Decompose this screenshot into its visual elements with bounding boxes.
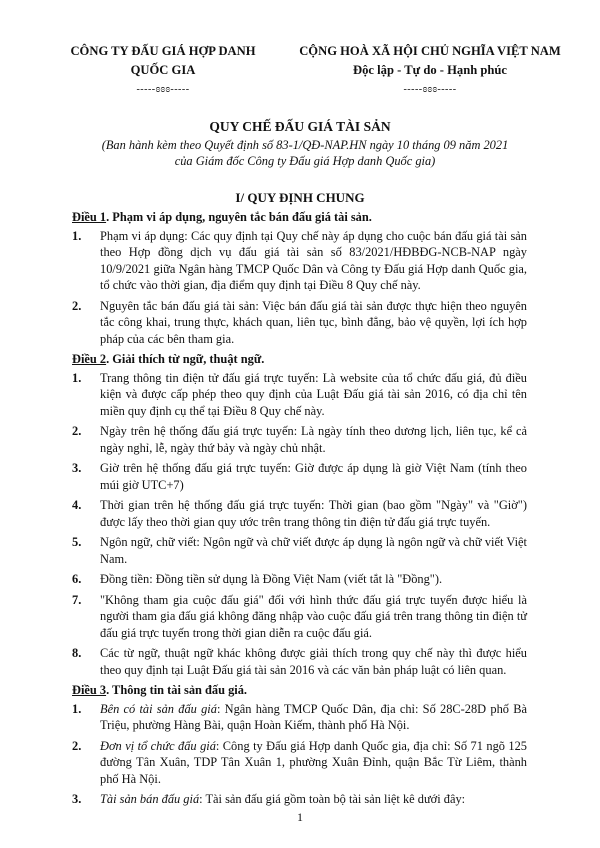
list-item <box>72 571 527 588</box>
item-text: "Không tham gia cuộc đấu giá" đối với hình thức đấu giá trực tuyến được hiểu là người tham gia đấu giá không đăng nhập vào cuộc đấu giá trên trang thông tin điện tử đấu giá trực tuyến trong thời gian diễn ra cuộc đấu giá. <box>100 592 527 640</box>
item-description: : Ngân hàng TMCP Quốc Dân, địa chỉ: Số 28C-28D phố Bà Triệu, phường Hàng Bài, quận Hoàn Kiếm, thành phố Hà Nội. <box>100 701 527 732</box>
item-number: 1. <box>72 370 82 385</box>
nation-name: CỘNG HOÀ XÃ HỘI CHỦ NGHĨA VIỆT NAM <box>299 44 561 58</box>
item-number: 7. <box>72 592 82 607</box>
item-number: 6. <box>72 572 82 586</box>
ornament-divider: -----ɞɞɞ----- <box>136 84 190 95</box>
ornament-divider: -----ɞɞɞ----- <box>403 84 457 95</box>
list-item <box>72 228 527 294</box>
organization-header <box>58 42 268 99</box>
item-term: Tài sản bán đấu giá <box>100 792 200 806</box>
document-title: QUY CHẾ ĐẤU GIÁ TÀI SẢN <box>209 119 391 134</box>
list-item <box>72 738 527 788</box>
article-heading <box>72 682 527 699</box>
item-text <box>100 701 527 734</box>
item-description: : Tài sản đấu giá gồm toàn bộ tài sản liệt kê dưới đây: <box>199 792 466 806</box>
nation-motto: Độc lập - Tự do - Hạnh phúc <box>353 63 507 77</box>
list-item <box>72 370 527 420</box>
article-title: . Phạm vi áp dụng, nguyên tắc bán đấu giá tài sản. <box>106 210 372 224</box>
item-number: 3. <box>72 792 82 806</box>
page-number: 1 <box>297 810 303 824</box>
org-name-line1: CÔNG TY ĐẤU GIÁ HỢP DANH <box>70 44 256 58</box>
list-item <box>72 592 527 642</box>
article-heading <box>72 351 527 368</box>
item-term: Đơn vị tổ chức đấu giá <box>100 738 216 753</box>
list-item <box>72 423 527 456</box>
article-title: . Thông tin tài sản đấu giá. <box>106 683 248 697</box>
list-item <box>72 497 527 530</box>
article-label: Điều 3 <box>72 683 107 697</box>
item-number: 1. <box>72 701 82 716</box>
item-number: 5. <box>72 535 82 549</box>
article-label: Điều 2 <box>72 352 107 366</box>
item-text <box>100 791 527 808</box>
document-body <box>72 209 527 812</box>
item-number: 2. <box>72 424 82 438</box>
item-text: Các từ ngữ, thuật ngữ khác không được giải thích trong quy chế này thì được hiểu theo quy định tại Luật Đấu giá tài sản 2016 và các văn bản pháp luật có liên quan. <box>100 646 527 677</box>
item-number: 2. <box>72 738 82 753</box>
item-number: 4. <box>72 498 82 512</box>
item-text: Giờ trên hệ thống đấu giá trực tuyến: Giờ được áp dụng là giờ Việt Nam (tính theo múi giờ UTC+7) <box>100 461 527 492</box>
list-item <box>72 298 527 348</box>
list-item <box>72 791 527 808</box>
item-text: Trang thông tin điện tử đấu giá trực tuyến: Là website của tổ chức đấu giá, đủ điều kiện và được cấp phép theo quy định của Luật Đấu giá tài sản 2016, có địa chỉ tên miền quy định cụ thể tại Điều 8 Quy chế này. <box>100 370 527 418</box>
article-title: . Giải thích từ ngữ, thuật ngữ. <box>106 352 265 366</box>
item-text: Thời gian trên hệ thống đấu giá trực tuyến: Thời gian (bao gồm "Ngày" và "Giờ") được lấy theo thời gian quy ước trên trang thông tin điện tử đấu giá trực tuyến. <box>100 498 527 529</box>
section-title: I/ QUY ĐỊNH CHUNG <box>235 190 365 205</box>
item-text: Ngôn ngữ, chữ viết: Ngôn ngữ và chữ viết được áp dụng là ngôn ngữ và chữ viết Việt Nam. <box>100 535 527 566</box>
article-label: Điều 1 <box>72 210 107 224</box>
item-number: 2. <box>72 298 82 313</box>
subtitle-line: (Ban hành kèm theo Quyết định số 83-1/QĐ-NAP.HN ngày 10 tháng 09 năm 2021 <box>101 138 509 152</box>
nation-header <box>280 42 580 99</box>
item-text <box>100 738 527 788</box>
item-term: Bên có tài sản đấu giá <box>100 701 217 716</box>
item-number: 1. <box>72 228 82 243</box>
item-text: Đồng tiền: Đồng tiền sử dụng là Đồng Việt Nam (viết tắt là "Đồng"). <box>100 572 443 586</box>
item-text: Phạm vi áp dụng: Các quy định tại Quy chế này áp dụng cho cuộc bán đấu giá tài sản theo Hợp đồng dịch vụ đấu giá tài sản số 83/2021/HĐBĐG-NCB-NAP ngày 10/9/2021 giữa Ngân hàng TMCP Quốc Dân và Công ty Đấu giá Hợp danh Quốc gia, tổ chức vào thời gian, địa điểm quy định tại Điều 8 Quy chế này. <box>100 228 527 292</box>
item-text: Nguyên tắc bán đấu giá tài sản: Việc bán đấu giá tài sản được thực hiện theo nguyên tắc công khai, trung thực, khách quan, liên tục, bình đẳng, bảo vệ quyền, lợi ích hợp pháp của các bên tham gia. <box>100 298 527 346</box>
list-item <box>72 701 527 734</box>
list-item <box>72 460 527 493</box>
list-item <box>72 645 527 678</box>
document-subtitle <box>60 137 550 169</box>
item-description: : Công ty Đấu giá Hợp danh Quốc gia, địa chỉ: Số 71 ngõ 125 đường Tân Xuân, TDP Tân Xuân 1, phường Xuân Đỉnh, quận Bắc Từ Liêm, thành phố Hà Nội. <box>100 738 527 786</box>
item-text: Ngày trên hệ thống đấu giá trực tuyến: Là ngày tính theo dương lịch, liên tục, kể cả ngày nghỉ, lễ, ngày thứ bảy và ngày chủ nhật. <box>100 424 527 455</box>
article-heading <box>72 209 527 226</box>
list-item <box>72 534 527 567</box>
item-number: 8. <box>72 646 82 660</box>
org-name-line2: QUỐC GIA <box>130 63 196 77</box>
item-number: 3. <box>72 461 82 475</box>
subtitle-line: của Giám đốc Công ty Đấu giá Hợp danh Quốc gia) <box>174 154 436 168</box>
